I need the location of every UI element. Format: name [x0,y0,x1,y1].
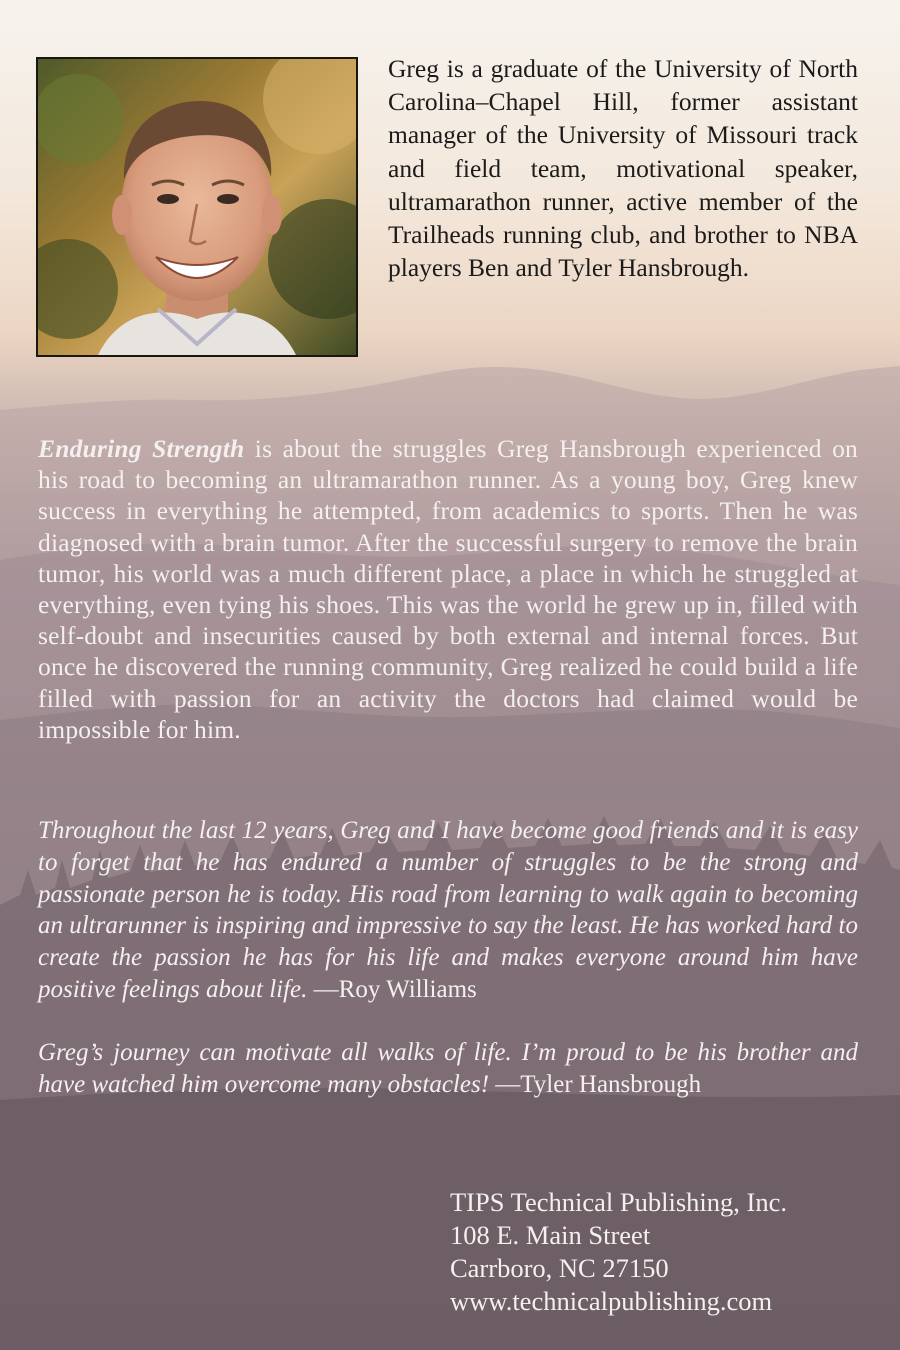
quote-text: Greg’s journey can motivate all walks of life. I’m proud to be his brother and have watched him overcome many obstacles! [38,1039,858,1098]
book-title: Enduring Strength [38,434,245,463]
publisher-website[interactable]: www.technicalpublishing.com [450,1286,773,1316]
publisher-address [450,1186,787,1318]
endorsement-quote [38,1037,858,1101]
book-description-text: is about the struggles Greg Hansbrough experienced on his road to becoming an ultramarathon runner. As a young boy, Greg knew success in everything he attempted, from academics to sports. Then he was diagnosed with a brain tumor. After the successful surgery to remove the brain tumor, his world was a much different place, a place in which he struggled at everything, even tying his shoes. This was the world he grew up in, filled with self-doubt and insecurities caused by both external and internal forces. But once he discovered the running community, Greg realized he could build a life filled with passion for an activity the doctors had claimed would be impossible for him. [38,434,858,744]
endorsement-quote [38,815,858,1006]
publisher-city: Carrboro, NC 27150 [450,1253,669,1283]
publisher-street: 108 E. Main Street [450,1220,651,1250]
publisher-name: TIPS Technical Publishing, Inc. [450,1187,787,1217]
quote-attribution: —Tyler Hansbrough [489,1070,702,1098]
quote-attribution: —Roy Williams [307,975,477,1003]
author-photo [36,57,358,357]
book-description [38,433,858,745]
author-portrait-icon [38,59,356,355]
author-bio: Greg is a graduate of the University of North Carolina–Chapel Hill, former assistant manager of the University of Missouri track and field team, motivational speaker, ultramarathon runner, active member of the Trailheads running club, and brother to NBA players Ben and Tyler Hansbrough. [388,54,858,283]
quote-text: Throughout the last 12 years, Greg and I have become good friends and it is easy to forget that he has endured a number of struggles to be the strong and passionate person he is today. His road from learning to walk again to becoming an ultrarunner is inspiring and impressive to say the least. He has worked hard to create the passion he has for his life and makes everyone around him have positive feelings about life. [38,817,858,1003]
